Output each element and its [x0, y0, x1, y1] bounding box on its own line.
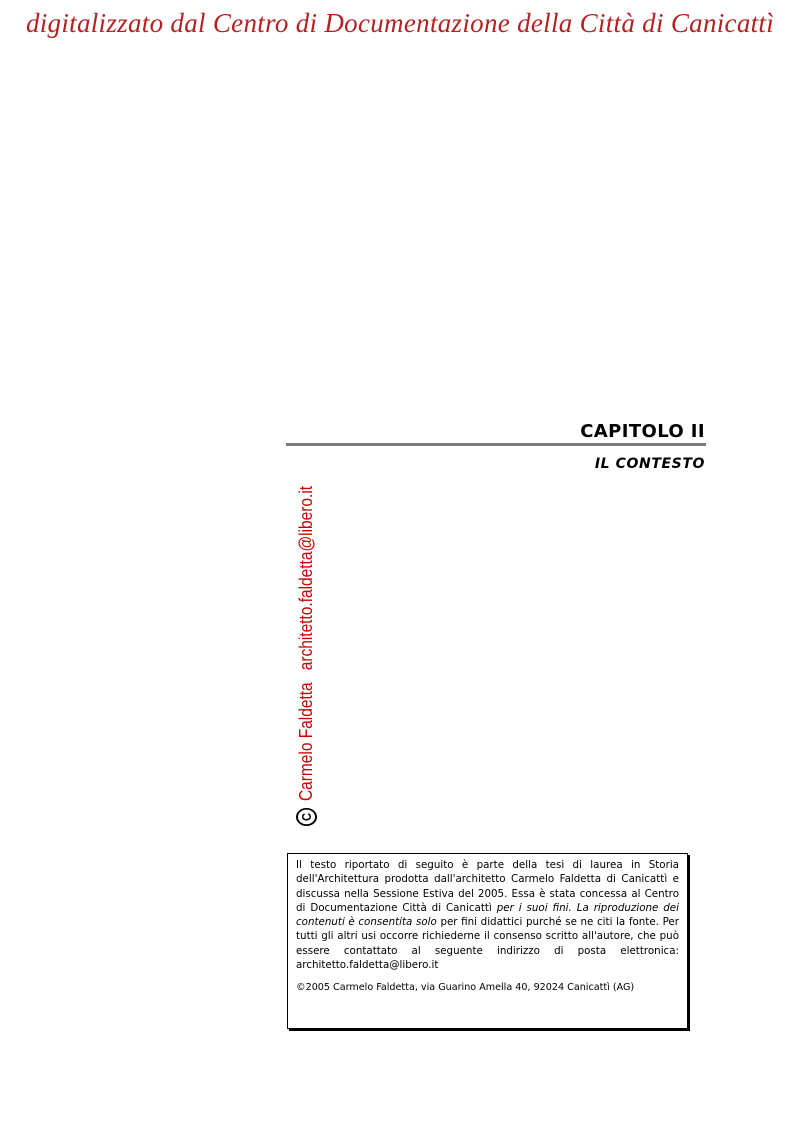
- copyright-icon: C: [296, 808, 317, 826]
- digitization-watermark: digitalizzato dal Centro di Documentazione della Città di Canicattì: [25, 8, 775, 38]
- notice-text-part3: per fini didattici purché se ne citi la fonte. Per tutti gli altri usi occorre richiederne il consenso scritto all'autore, che può essere contattato al seguente indirizzo di posta elettronica: architetto.faldetta@libero.it: [296, 916, 679, 972]
- chapter-divider: [286, 443, 706, 446]
- author-name: Carmelo Faldetta: [296, 682, 316, 802]
- notice-text-italic: per i suoi fini. La riproduzione dei contenuti è consentita solo: [296, 901, 680, 929]
- notice-footer: ©2005 Carmelo Faldetta, via Guarino Amella 40, 92024 Canicattì (AG): [296, 982, 635, 994]
- chapter-title: CAPITOLO II: [580, 421, 705, 442]
- author-email-link[interactable]: architetto.faldetta@libero.it: [296, 485, 316, 671]
- notice-text: [296, 858, 679, 972]
- copyright-notice-box: [287, 853, 688, 1029]
- chapter-subtitle: IL CONTESTO: [594, 456, 705, 472]
- notice-text-part1: Il testo riportato di seguito è parte della tesi di laurea in Storia dell'Architettura prodotta dall'architetto Carmelo Faldetta di Canicattì e discussa nella Sessione Estiva del 2005. Essa è stata concessa al Centro di Documentazione Città di Canicattì: [296, 859, 679, 914]
- vertical-author-credit: [296, 486, 317, 826]
